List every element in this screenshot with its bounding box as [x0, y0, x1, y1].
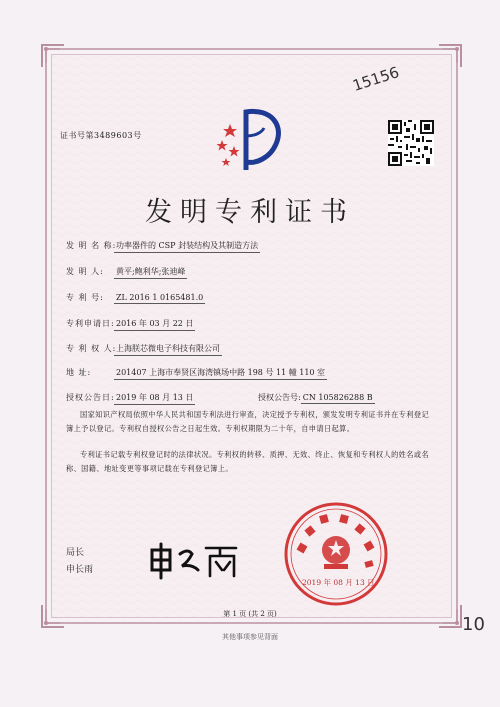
field-application-date — [66, 318, 195, 331]
field-label: 专利申请日: — [66, 319, 115, 328]
qr-code-icon — [388, 120, 434, 166]
certificate-title: 发明专利证书 — [145, 197, 355, 228]
field-value: ZL 2016 1 0165481.0 — [116, 293, 204, 302]
legal-status-paragraph: 专利证书记载专利权登记时的法律状况。专利权的转移、质押、无效、终止、恢复和专利权人的姓名或名称、国籍、地址变更等事项记载在专利登记簿上。 — [66, 450, 430, 473]
field-label: 专 利 权 人: — [66, 344, 117, 353]
field-grant-number — [258, 392, 375, 404]
field-label: 发 明 名 称: — [66, 241, 117, 250]
page-number: 第 1 页 (共 2 页) — [223, 610, 277, 618]
field-value: 黄平;鲍利华;张迪峰 — [114, 266, 187, 279]
field-label: 专 利 号: — [66, 293, 104, 302]
corner-ornament-top-right — [437, 43, 463, 69]
field-value: 201407 上海市奉贤区海湾镇场中路 198 号 11 幢 110 室 — [114, 367, 327, 380]
field-label: 授权公告号: — [258, 393, 301, 402]
corner-ornament-top-left — [40, 43, 66, 69]
field-invention-name — [66, 240, 260, 253]
field-value: CN 105826288 B — [302, 393, 373, 402]
director-name: 申长雨 — [66, 565, 94, 575]
field-label: 授权公告日: — [66, 393, 115, 402]
grant-statement-paragraph: 国家知识产权局依照中华人民共和国专利法进行审查，决定授予专利权，颁发发明专利证书并在专利登记簿上予以登记。专利权自授权公告之日起生效。专利权期限为二十年，自申请日起算。 — [66, 410, 430, 433]
field-address — [66, 367, 327, 380]
field-grant-date — [66, 392, 195, 405]
handwritten-number-bottom: 10 — [462, 614, 485, 635]
footer-note: 其他事项参见背面 — [222, 633, 278, 641]
field-value: 上海朕芯微电子科技有限公司 — [114, 343, 222, 356]
field-value: 2016 年 03 月 22 日 — [114, 318, 195, 331]
field-label: 发 明 人: — [66, 267, 104, 276]
field-inventors — [66, 266, 187, 279]
field-value: 2019 年 08 月 13 日 — [114, 392, 195, 405]
cnipa-logo-icon — [212, 102, 288, 174]
certificate-number: 证书号第3489603号 — [60, 131, 142, 140]
field-label: 地 址: — [66, 368, 92, 377]
field-patentee — [66, 343, 222, 356]
director-title: 局长 — [66, 548, 85, 558]
handwritten-number-top: 15156 — [350, 63, 402, 95]
field-value: 功率器件的 CSP 封装结构及其制造方法 — [114, 240, 260, 253]
director-signature-image — [144, 540, 244, 580]
seal-date: 2019 年 08 月 13 日 — [302, 578, 375, 587]
field-patent-number — [66, 292, 205, 304]
official-seal-stamp — [282, 500, 390, 608]
